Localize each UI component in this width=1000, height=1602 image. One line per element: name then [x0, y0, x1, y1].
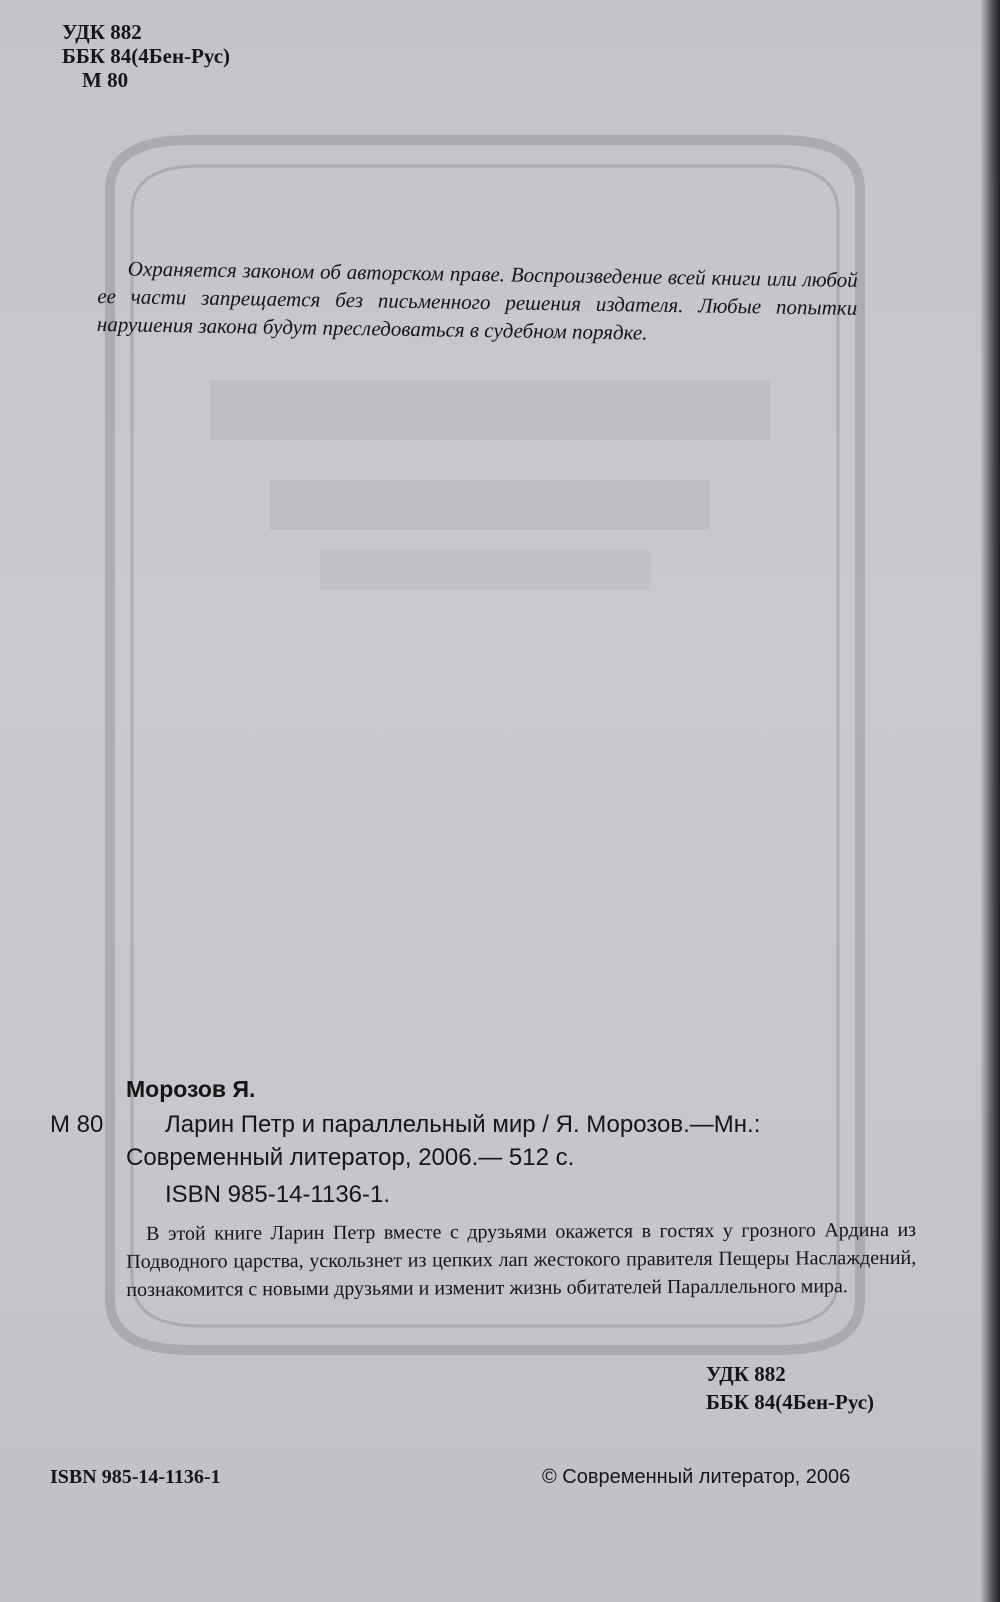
- bibliographic-isbn: ISBN 985-14-1136-1.: [165, 1181, 391, 1208]
- page-edge-shadow: [980, 0, 1000, 1602]
- udk-code-bottom: УДК 882: [706, 1362, 786, 1386]
- book-annotation: В этой книге Ларин Петр вместе с друзьями окажется в гостях у грозного Ардина из Подводного царства, ускользнет из цепких лап жестокого правителя Пещеры Наслаждений, познакомится с новыми друзьями и изменит жизнь обитателей Параллельного мира.: [126, 1218, 917, 1301]
- bbk-code-bottom: ББК 84(4Бен-Рус): [706, 1390, 875, 1414]
- classification-codes-top: [62, 20, 230, 92]
- isbn-footer: ISBN 985-14-1136-1: [50, 1466, 221, 1488]
- udk-code: УДК 882: [62, 20, 142, 44]
- copyright-footer: © Современный литератор, 2006: [542, 1466, 851, 1488]
- classification-codes-bottom: [706, 1360, 874, 1416]
- bbk-code: ББК 84(4Бен-Рус): [62, 44, 231, 68]
- bibliographic-author-mark: М 80: [50, 1111, 104, 1138]
- author-mark-code: М 80: [82, 68, 129, 92]
- copyright-notice: Охраняется законом об авторском праве. Воспроизведение всей книги или любой ее части запрещается без письменного решения издателя. Любые попытки нарушения закона будут преследоваться в судебном порядке.: [96, 256, 858, 345]
- bibliographic-publisher: Современный литератор, 2006.— 512 с.: [126, 1144, 575, 1171]
- author-heading: Морозов Я.: [126, 1076, 256, 1102]
- bibliographic-title: Ларин Петр и параллельный мир / Я. Морозов.—Мн.:: [165, 1111, 761, 1138]
